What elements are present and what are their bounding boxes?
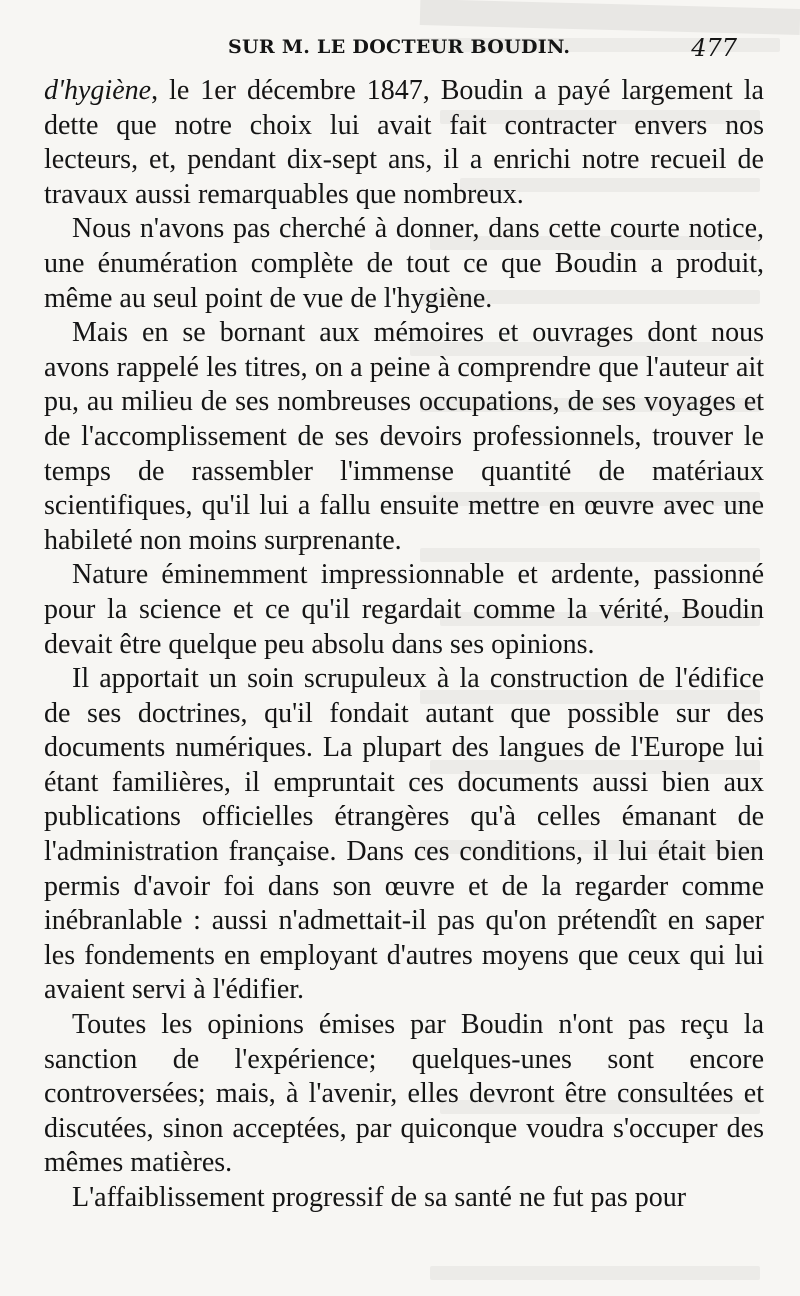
running-head [40,34,775,64]
running-title: SUR M. LE DOCTEUR BOUDIN. [228,36,571,58]
paragraph-3: Mais en se bornant aux mémoires et ouvrages dont nous avons rappelé les titres, on a peine à comprendre que l'auteur ait pu, au milieu de ses nombreuses occupations, de ses voyages et de l'accomplissement de ses devoirs professionnels, trouver le temps de rassembler l'immense quantité de matériaux scientifiques, qu'il lui a fallu ensuite mettre en œuvre avec une habileté non moins surprenante. [44,317,764,556]
paragraph-1-lead: d'hygiène [44,75,152,106]
paragraph-6: Toutes les opinions émises par Boudin n'ont pas reçu la sanction de l'expérience; quelques-unes sont encore controversées; mais, à l'avenir, elles devront être consultées et discutées, sinon acceptées, par quiconque voudra s'occuper des mêmes matières. [44,1009,764,1179]
paragraph-4: Nature éminemment impressionnable et ardente, passionné pour la science et ce qu'il regardait comme la vérité, Boudin devait être quelque peu absolu dans ses opinions. [44,559,764,660]
paragraph-5: Il apportait un soin scrupuleux à la construction de l'édifice de ses doctrines, qu'il fondait autant que possible sur des documents numériques. La plupart des langues de l'Europe lui étant familières, il empruntait ces documents aussi bien aux publications officielles étrangères qu'à celles émanant de l'administration française. Dans ces conditions, il lui était bien permis d'avoir foi dans son œuvre et de la regarder comme inébranlable : aussi n'admettait-il pas qu'on prétendît en saper les fondements en employant d'autres moyens que ceux qui lui avaient servi à l'édifier. [44,663,764,1006]
paragraph-7: L'affaiblissement progressif de sa santé ne fut pas pour [72,1182,687,1213]
paragraph-1 [44,74,764,212]
paragraph-2: Nous n'avons pas cherché à donner, dans cette courte notice, une énumération complète de tout ce que Boudin a produit, même au seul point de vue de l'hygiène. [44,213,764,314]
paragraph-1-text: , le 1er décembre 1847, Boudin a payé largement la dette que notre choix lui avait fait contracter envers nos lecteurs, et, pendant dix-sept ans, il a enrichi notre recueil de travaux aussi remarquables que nombreux. [44,75,764,210]
body-text [44,74,764,1216]
page-number: 477 [691,34,737,62]
